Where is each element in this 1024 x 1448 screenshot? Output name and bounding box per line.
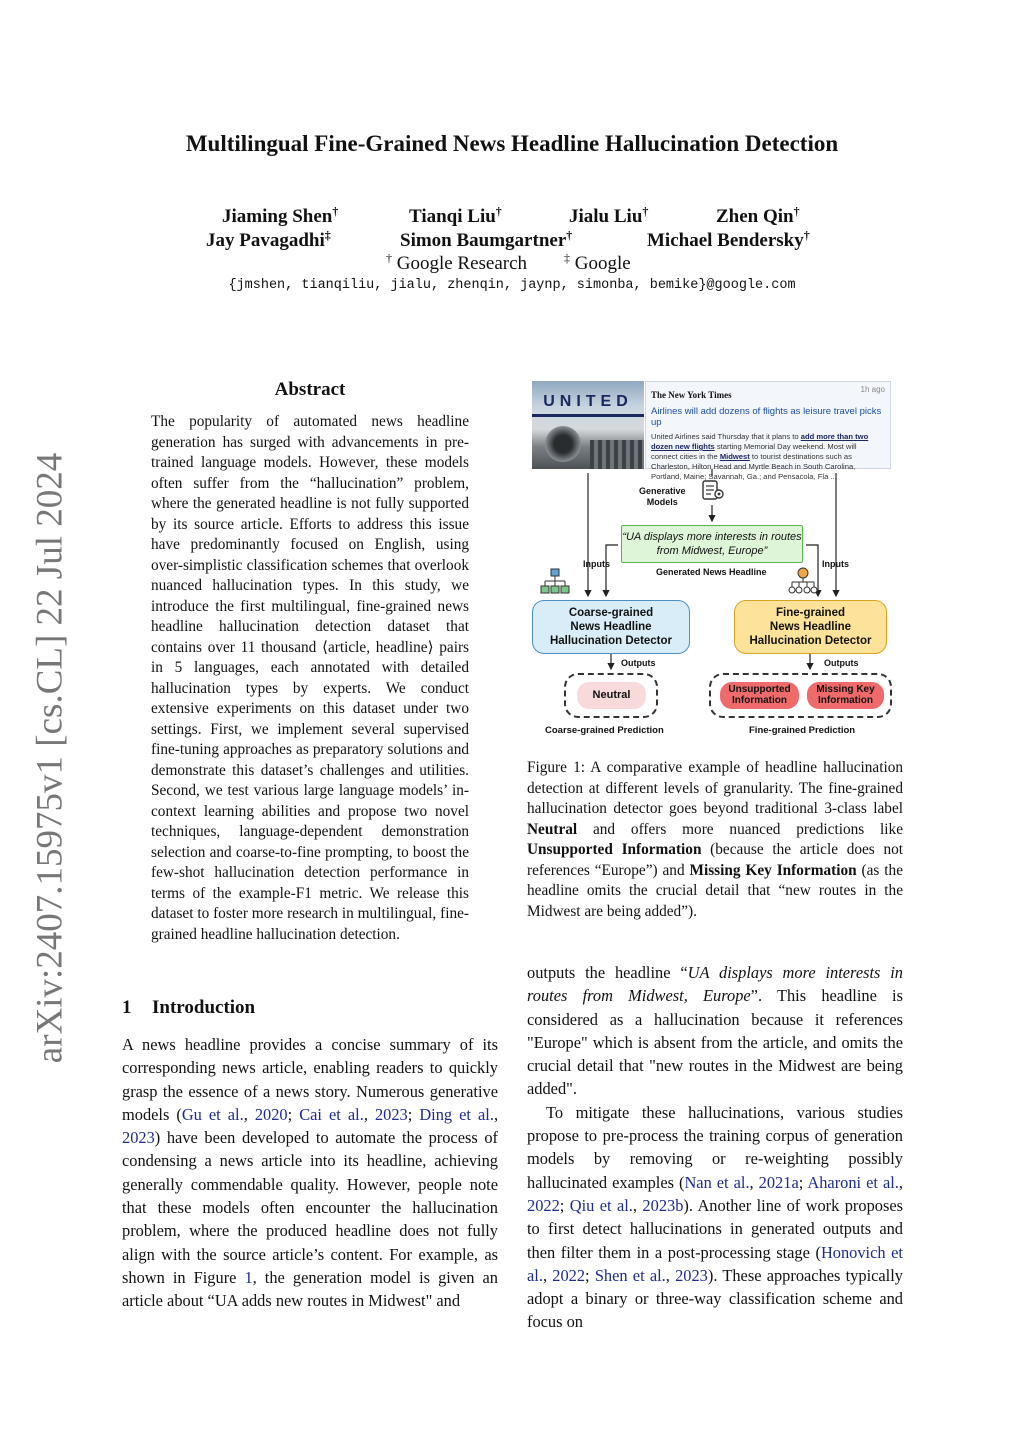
coarse-grained-detector: Coarse-grained News Headline Hallucination Detector: [532, 600, 690, 654]
citation-link[interactable]: 2021a: [758, 1172, 799, 1192]
affiliation: ‡ Google: [564, 251, 631, 274]
fine-prediction-caption: Fine-grained Prediction: [749, 725, 856, 736]
citation-link[interactable]: Nan et al.: [684, 1172, 750, 1192]
news-article-card: [645, 381, 891, 481]
citation-link[interactable]: Qiu et al.: [569, 1195, 633, 1215]
abstract-text: The popularity of automated news headline generation has surged with advancements in pre-trained language models. However, these models often suffer from the “hallucination” problem, where the generated headline is not fully supported by its source article. Efforts to address this issue have predominantly focused on English, using over-simplistic classification schemes that overlook nuanced hallucination types. In this study, we introduce the first multilingual, fine-grained news headline hallucination detection dataset that contains over 11 thousand ⟨article, headline⟩ pairs in 5 languages, each annotated with detailed hallucination types by experts. We conduct extensive experiments on this dataset under two settings. First, we implement several supervised fine-tuning approaches as preparatory solutions and demonstrate this dataset’s challenges and utilities. Second, we test various large language models’ in-context learning abilities and propose two novel techniques, language-dependent demonstration selection and coarse-to-fine prompting, to boost the few-shot hallucination detection performance in terms of the example-F1 metric. We release this dataset to foster more research in multilingual, fine-grained headline hallucination detection.: [151, 413, 469, 943]
citation-link[interactable]: Gu et al.: [181, 1104, 244, 1124]
coarse-prediction-caption: Coarse-grained Prediction: [545, 725, 664, 736]
generated-headline-box: “UA displays more interests in routes from Midwest, Europe”: [621, 525, 803, 563]
news-body: United Airlines said Thursday that it plans to add more than two dozen new flights starting Memorial Day weekend. Most will connect cities in the Midwest to tourist destinations such as Charleston, Hilton Head and Myrtle Beach in South Carolina, Portland, Maine; Savannah, Ga.; and Pensacola, Fla ...: [651, 432, 869, 481]
citation-link[interactable]: 2022: [527, 1195, 560, 1215]
news-timestamp: 1h ago: [860, 385, 885, 394]
intro-paragraph-left: A news headline provides a concise summary of its corresponding news article, enabling readers to quickly grasp the essence of a news story. Numerous generative models (Gu et al., 2020; Cai et al., 2023; Ding et al., 2023) have been developed to automate the process of condensing a news article into its headline, achieving generally commendable quality. However, people note that these models often encounter the hallucination problem, where the produced headline does not fully align with the source article’s content. For example, as shown in Figure 1, the generation model is given an article about “UA adds new routes in Midwest" and: [122, 1035, 499, 1311]
paragraph: outputs the headline “UA displays more interests in routes from Midwest, Europe”. This headline is considered as a hallucination because it references "Europe" which is absent from the article, and omits the crucial detail that "new routes in the Midwest are being added".: [527, 963, 903, 1099]
author: Jiaming Shen†: [222, 204, 339, 227]
engine-shape: [545, 426, 581, 462]
citation-link[interactable]: 2023: [122, 1128, 155, 1148]
neutral-label: Neutral: [577, 682, 646, 709]
author: Jialu Liu†: [569, 204, 649, 227]
photo-stripe: [532, 414, 644, 417]
news-source: The New York Times: [651, 390, 732, 400]
outputs-label-right: Outputs: [824, 658, 859, 668]
citation-link[interactable]: Shen et al.: [594, 1265, 666, 1285]
generated-headline-label: Generated News Headline: [656, 567, 767, 577]
author: Tianqi Liu†: [409, 204, 502, 227]
author: Michael Bendersky†: [647, 228, 810, 251]
author: Zhen Qin†: [716, 204, 800, 227]
inputs-label-right: Inputs: [822, 559, 849, 569]
landing-gear-shape: [590, 440, 644, 469]
news-headline: Airlines will add dozens of flights as leisure travel picks up: [651, 406, 882, 428]
figure-caption: Figure 1: A comparative example of headline hallucination detection at different levels of granularity. The fine-grained hallucination detector goes beyond traditional 3-class label Neutral and offers more nuanced predictions like Unsupported Information (because the article does not references “Europe”) and Missing Key Information (as the headline omits the crucial detail that “new routes in the Midwest are being added”).: [527, 759, 903, 920]
citation-link[interactable]: 2023: [374, 1104, 408, 1124]
citation-link[interactable]: 2023: [675, 1265, 708, 1285]
fine-hierarchy-icon: [788, 567, 818, 597]
citation-link[interactable]: Cai et al.: [299, 1104, 364, 1124]
inputs-label-left: Inputs: [583, 559, 610, 569]
citation-link[interactable]: Honovich et al.: [527, 1242, 903, 1285]
paragraph: To mitigate these hallucinations, various studies propose to pre-process the training corpus of generation models by removing or re-weighting possibly hallucinated examples (Nan et al., 2021a; Aharoni et al., 2022; Qiu et al., 2023b). Another line of work proposes to first detect hallucinations in generated outputs and then filter them in a post-processing stage (Honovich et al., 2022; Shen et al., 2023). These approaches typically adopt a binary or three-way classification scheme and focus on: [527, 1102, 903, 1332]
abstract-heading: Abstract: [274, 379, 346, 400]
citation-link[interactable]: 2022: [552, 1265, 586, 1285]
fine-grained-detector: Fine-grained News Headline Hallucination Detector: [734, 600, 887, 654]
citation-link[interactable]: 2020: [254, 1104, 288, 1124]
photo-brand-text: UNITED: [543, 393, 633, 410]
missing-key-information-label: Missing Key Information: [807, 682, 884, 709]
generative-model-icon: [701, 478, 725, 502]
coarse-hierarchy-icon: [540, 567, 570, 597]
paper-title: Multilingual Fine-Grained News Headline Hallucination Detection: [185, 131, 839, 156]
author: Simon Baumgartner†: [400, 228, 573, 251]
citation-link[interactable]: Ding et al.: [419, 1104, 494, 1124]
citation-link[interactable]: Aharoni et al.: [807, 1172, 899, 1192]
unsupported-information-label: Unsupported Information: [720, 682, 799, 709]
outputs-label-left: Outputs: [621, 658, 656, 668]
section-heading: 1 Introduction: [122, 997, 256, 1018]
arxiv-identifier: arXiv:2407.15975v1 [cs.CL] 22 Jul 2024: [29, 452, 71, 1064]
generative-models-label: Generative Models: [639, 486, 686, 507]
citation-link[interactable]: 2023b: [642, 1195, 684, 1215]
figure-reference-link[interactable]: 1: [244, 1267, 253, 1287]
author-emails: {jmshen, tianqiliu, jialu, zhenqin, jaynp, simonba, bemike}@google.com: [228, 278, 796, 293]
author: Jay Pavagadhi‡: [206, 228, 331, 251]
affiliation: † Google Research: [386, 251, 528, 274]
